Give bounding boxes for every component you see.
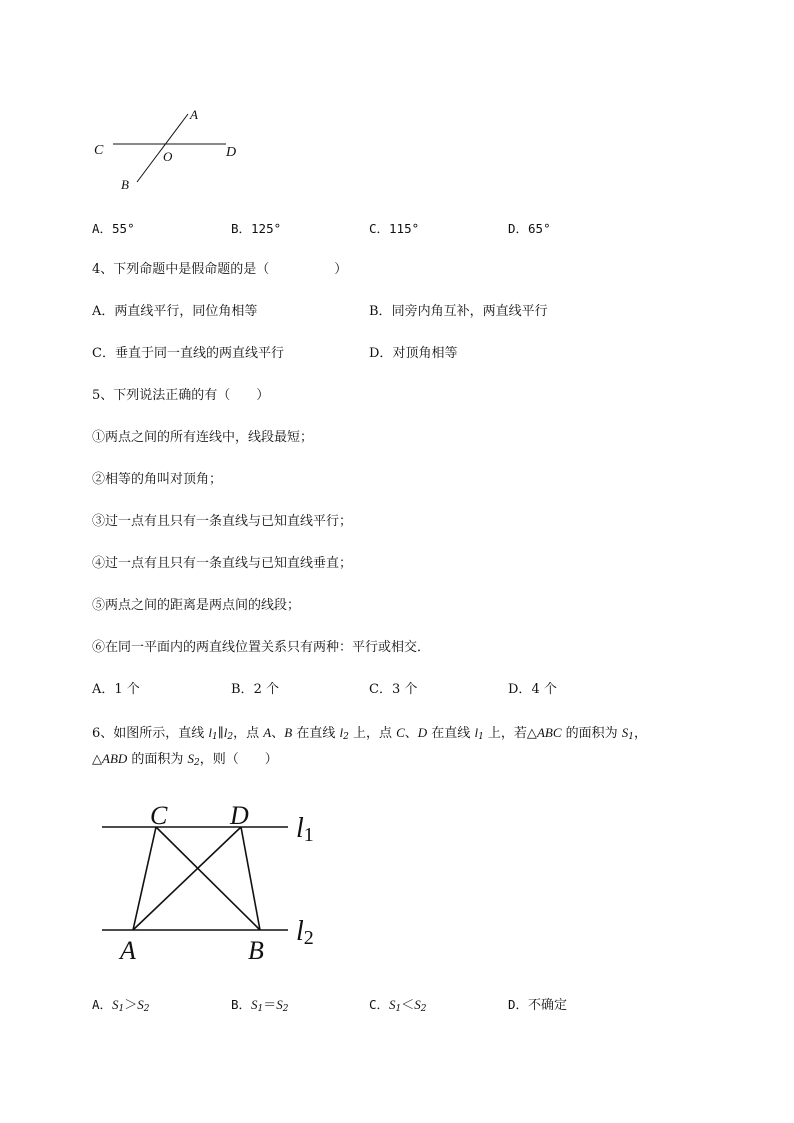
q5-statement-2: ②相等的角叫对顶角； [92,472,223,487]
q6-option-c[interactable]: C．$S_1<S_2$ [369,997,427,1014]
label-l2: l2 [296,916,314,949]
q3-option-c[interactable]: C．115° [369,221,420,236]
q5-stem: 5、下列说法正确的有（ ） [92,388,270,403]
q5-option-b[interactable]: B．2 个 [231,682,279,697]
q6-stem-line1: 6、如图所示，直线 $l_1\parallel l_2$，点 A、B 在直线 $l_2$ 上，点 C、D 在直线 $l_1$ 上，若△ABC 的面积为 $S_1$， [92,725,648,742]
q6-option-d[interactable]: D．不确定 [508,997,568,1013]
label-a: A [190,107,198,122]
label-b: B [248,936,264,965]
q4-option-d[interactable]: D．对顶角相等 [369,346,458,361]
q5-option-d[interactable]: D．4 个 [508,682,557,697]
q6-option-a[interactable]: A．$S_1>S_2$ [92,997,150,1014]
q3-option-a[interactable]: A．55° [92,221,135,236]
line-ab [137,114,188,182]
segment-ac [133,827,156,930]
q5-statement-6: ⑥在同一平面内的两直线位置关系只有两种：平行或相交． [92,640,431,655]
label-d: D [226,145,237,160]
q3-option-d[interactable]: D．65° [508,221,551,236]
q6-option-b[interactable]: B．$S_1=S_2$ [231,997,289,1014]
label-d: D [230,801,249,830]
q6-stem-line2: △ABD 的面积为 $S_2$，则（ ） [92,751,278,768]
q4-option-c[interactable]: C．垂直于同一直线的两直线平行 [92,346,284,361]
q5-statement-1: ①两点之间的所有连线中，线段最短； [92,430,314,445]
label-l1: l1 [296,813,314,846]
figure-parallel-lines [98,795,328,970]
q3-option-b[interactable]: B．125° [231,221,282,236]
q4-option-a[interactable]: A．两直线平行，同位角相等 [92,304,258,319]
label-o: O [163,149,173,164]
q4-stem: 4、下列命题中是假命题的是（ ） [92,262,348,277]
q5-statement-5: ⑤两点之间的距离是两点间的线段； [92,598,301,613]
label-c: C [150,801,168,830]
label-c: C [94,143,104,158]
q5-option-c[interactable]: C．3 个 [369,682,418,697]
segment-ad [133,827,241,930]
q4-option-b[interactable]: B．同旁内角互补，两直线平行 [369,304,548,319]
label-b: B [121,177,129,192]
q5-option-a[interactable]: A．1 个 [92,682,140,697]
q5-statement-4: ④过一点有且只有一条直线与已知直线垂直； [92,556,353,571]
q5-statement-3: ③过一点有且只有一条直线与已知直线平行； [92,514,353,529]
figure-intersecting-lines [88,100,248,195]
label-a: A [120,936,136,965]
